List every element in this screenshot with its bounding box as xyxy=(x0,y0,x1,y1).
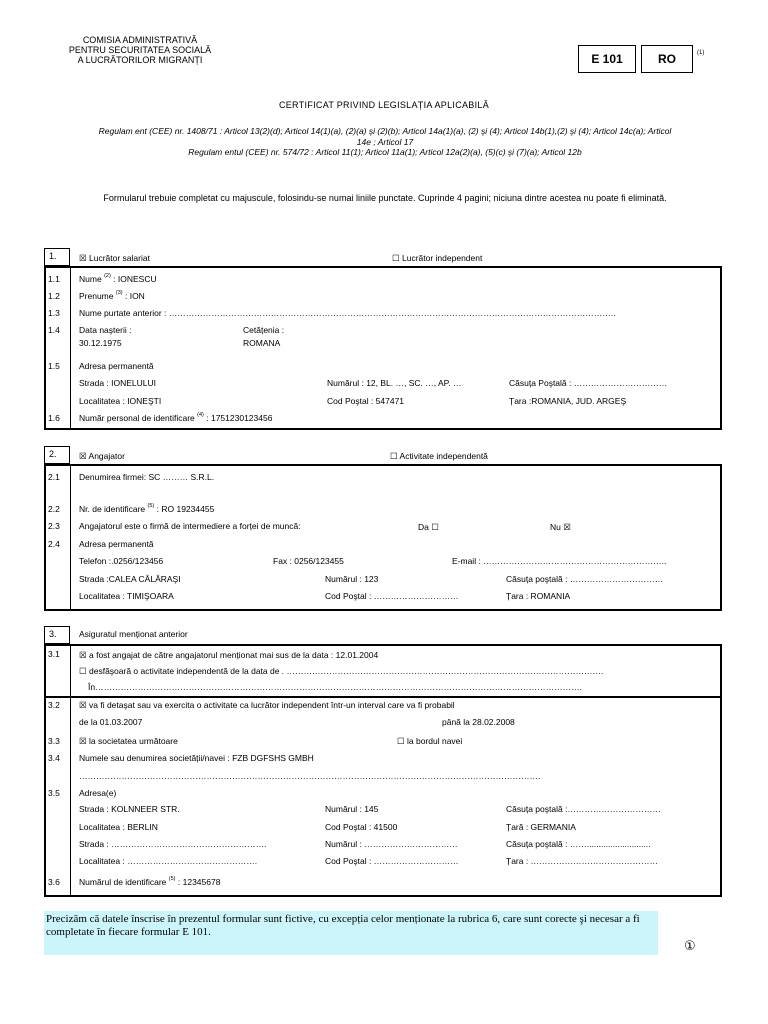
first-name-label: Prenume xyxy=(79,291,114,301)
row-3-1-number: 3.1 xyxy=(48,649,60,659)
section-3-1-divider xyxy=(70,644,71,696)
checkbox-empty-icon: ☐ xyxy=(392,253,400,263)
option-employee-label: Lucrător salariat xyxy=(89,253,150,263)
institution-line-2: PENTRU SECURITATEA SOCIALĂ xyxy=(68,45,212,55)
employer-id-row xyxy=(79,504,214,514)
row-2-1-number: 2.1 xyxy=(48,472,60,482)
employer-postal-code-field[interactable]: Cod Poştal : ………………………… xyxy=(325,591,459,601)
employed-since-text: a fost angajat de către angajatorul menționat mai sus de la data : 12.01.2004 xyxy=(89,650,379,660)
section-3-rest-box xyxy=(44,696,722,897)
row-1-5-number: 1.5 xyxy=(48,361,60,371)
checkbox-checked-icon: ☒ xyxy=(79,451,87,461)
section-3-rest-divider xyxy=(70,696,71,895)
surname-value[interactable]: : IONESCU xyxy=(113,274,157,284)
posting-to-field[interactable]: până la 28.02.2008 xyxy=(442,717,515,727)
section-2-number: 2. xyxy=(49,449,57,459)
row-1-3-number: 1.3 xyxy=(48,308,60,318)
host-country-1[interactable]: Țară : GERMANIA xyxy=(506,822,576,832)
row-3-2-number: 3.2 xyxy=(48,700,60,710)
employer-id-note: (5) xyxy=(147,503,155,509)
host-locality-1[interactable]: Localitatea : BERLIN xyxy=(79,822,158,832)
checkbox-empty-icon: ☐ xyxy=(431,522,439,532)
country-code: RO xyxy=(658,52,676,66)
section-3-number: 3. xyxy=(49,629,57,639)
in-place-field[interactable]: În………………………………………………………………………………………………………………………………………………………. xyxy=(88,682,582,692)
section-1-option-employee[interactable] xyxy=(79,253,150,264)
nationality-value[interactable]: ROMANA xyxy=(243,338,281,348)
locality-field[interactable]: Localitatea : IONEŞTI xyxy=(79,396,162,406)
option-employer-label: Angajator xyxy=(88,451,125,461)
po-box-field[interactable]: Căsuța Poştală : …………………………… xyxy=(509,378,668,388)
self-employed-since-text: desfăşoară o activitate independentă de la data de . …………………………………………………………………………………………………. xyxy=(89,666,604,676)
agency-question-label: Angajatorul este o firmă de intermediere a forței de muncă: xyxy=(79,521,301,531)
section-2-box xyxy=(44,464,722,611)
checkbox-empty-icon: ☐ xyxy=(397,736,405,746)
section-2-option-self-activity[interactable] xyxy=(390,451,488,462)
phone-field[interactable]: Telefon :.0256/123456 xyxy=(79,556,164,566)
employer-street-field[interactable]: Strada :CALEA CĂLĂRAŞI xyxy=(79,574,181,584)
section-3-number-cell xyxy=(44,626,70,644)
street-field[interactable]: Strada : IONELULUI xyxy=(79,378,157,388)
institution-name xyxy=(40,35,240,65)
permanent-address-label: Adresa permanentă xyxy=(79,361,154,371)
company-name-label: Denumirea firmei: xyxy=(79,472,147,482)
institution-line-3: A LUCRĂTORILOR MIGRANȚI xyxy=(77,55,203,65)
host-number-1[interactable]: Numărul : 145 xyxy=(325,804,379,814)
host-number-2[interactable]: Numărul : …………………………… xyxy=(325,839,458,849)
employer-id-label: Nr. de identificare xyxy=(79,504,146,514)
aboard-ship-option[interactable] xyxy=(397,736,462,747)
disclaimer-note: Precizăm că datele înscrise în prezentul formular sunt fictive, cu excepția celor menționate la rubrica 6, care sunt corecte şi necesar a fi completate în fiecare formular E 101. xyxy=(44,911,658,955)
row-2-4-number: 2.4 xyxy=(48,539,60,549)
form-code: E 101 xyxy=(591,52,623,66)
row-2-2-number: 2.2 xyxy=(48,504,60,514)
employer-country-field[interactable]: Țara : ROMANIA xyxy=(506,591,571,601)
note-marker: (1) xyxy=(697,50,705,56)
company-name-row xyxy=(79,472,214,482)
checkbox-checked-icon: ☒ xyxy=(79,253,87,263)
posting-text: va fi detaşat sau va exercita o activitate ca lucrător independent într-un interval care va fi probabil xyxy=(89,700,455,710)
regulation-line-3: Regulam entul (CEE) nr. 574/72 : Articol 11(1); Articol 11a(1); Articol 12a(2)(a), (5)(c) şi (7)(a); Articol 12b xyxy=(188,147,582,157)
host-postal-2[interactable]: Cod Poştal : ………………………… xyxy=(325,856,459,866)
employer-id-value[interactable]: : RO 19234455 xyxy=(156,504,215,514)
row-1-2-number: 1.2 xyxy=(48,291,60,301)
agency-yes-option[interactable] xyxy=(418,522,439,533)
fax-field[interactable]: Fax : 0256/123455 xyxy=(273,556,344,566)
number-field[interactable]: Numărul : 12, BL. …, SC. …, AP. … xyxy=(327,378,462,388)
checkbox-empty-icon: ☐ xyxy=(390,451,398,461)
regulation-line-1: Regulam ent (CEE) nr. 1408/71 : Articol 13(2)(d); Articol 14(1)(a), (2)(a) şi (2)(b); Articol 14a(1)(a), (2) şi (4); Articol 14b(1),(2) şi (4); Articol 14c(a); Articol xyxy=(98,126,672,136)
row-1-6-number: 1.6 xyxy=(48,413,60,423)
personal-id-value[interactable]: : 1751230123456 xyxy=(206,413,273,423)
aboard-ship-text: la bordul navei xyxy=(407,736,463,746)
host-id-row xyxy=(79,877,220,887)
host-id-label: Numărul de identificare xyxy=(79,877,167,887)
employed-since-option[interactable] xyxy=(79,650,378,661)
section-1-option-self-employed[interactable] xyxy=(392,253,482,264)
intro-text: Formularul trebuie completat cu majuscule, folosindu-se numai liniile punctate. Cuprinde 4 pagini; niciuna dintre acestea nu poate fi eliminată. xyxy=(103,193,667,203)
yes-label: Da xyxy=(418,522,429,532)
country-field[interactable]: Țara :ROMANIA, JUD. ARGEŞ xyxy=(509,396,627,406)
surname-row xyxy=(79,274,157,284)
host-street-2[interactable]: Strada : ………………………………………………. xyxy=(79,839,267,849)
nationality-label: Cetățenia : xyxy=(243,325,285,335)
birth-date-value[interactable]: 30.12.1975 xyxy=(79,338,122,348)
surname-label: Nume xyxy=(79,274,102,284)
employer-number-field[interactable]: Numărul : 123 xyxy=(325,574,379,584)
first-name-value[interactable]: : ION xyxy=(124,291,145,301)
employer-po-box-field[interactable]: Căsuța poştală : …………………………… xyxy=(506,574,664,584)
row-3-6-number: 3.6 xyxy=(48,877,60,887)
section-3-title: Asiguratul menționat anterior xyxy=(79,629,188,639)
personal-id-note: (4) xyxy=(197,412,204,418)
agency-no-option[interactable] xyxy=(550,522,571,533)
country-code-box xyxy=(641,45,693,73)
host-address-label: Adresa(e) xyxy=(79,788,117,798)
previous-names-value[interactable]: ………………………………………………………………………………………………………………………………………….. xyxy=(168,308,616,318)
section-2-number-cell xyxy=(44,446,70,464)
form-code-box xyxy=(578,45,636,73)
personal-id-row xyxy=(79,413,272,423)
host-postal-1[interactable]: Cod Poştal : 41500 xyxy=(325,822,398,832)
at-company-text: la societatea următoare xyxy=(89,736,178,746)
checkbox-checked-icon: ☒ xyxy=(563,522,571,532)
host-street-1[interactable]: Strada : KOLNNEER STR. xyxy=(79,804,180,814)
host-company-field[interactable]: Numele sau denumirea societății/navei : FZB DGFSHS GMBH xyxy=(79,753,314,763)
at-company-option[interactable] xyxy=(79,736,178,747)
row-3-4-number: 3.4 xyxy=(48,753,60,763)
employer-address-label: Adresa permanentă xyxy=(79,539,154,549)
personal-id-label: Număr personal de identificare xyxy=(79,413,195,423)
previous-names-row xyxy=(79,308,616,318)
birth-date-label: Data naşterii : xyxy=(79,325,132,335)
row-3-3-number: 3.3 xyxy=(48,736,60,746)
host-po-box-1[interactable]: Căsuța poştală :…………………………… xyxy=(506,804,661,814)
row-2-3-number: 2.3 xyxy=(48,521,60,531)
row-1-4-number: 1.4 xyxy=(48,325,60,335)
option-self-employed-label: Lucrător independent xyxy=(402,253,483,263)
institution-line-1: COMISIA ADMINISTRATIVĂ xyxy=(82,35,198,45)
checkbox-empty-icon: ☐ xyxy=(79,666,87,676)
host-company-dots[interactable]: ………………………………………………………………………………………………………………………………………………. xyxy=(79,771,541,781)
section-1-number: 1. xyxy=(49,251,57,261)
page-marker: ① xyxy=(684,939,696,954)
posting-option[interactable] xyxy=(79,700,455,711)
self-employed-since-option[interactable] xyxy=(79,666,603,677)
host-po-box-2[interactable]: Căsuța poştală : ……........................... xyxy=(506,839,651,849)
section-2-option-employer[interactable] xyxy=(79,451,125,462)
email-field[interactable]: E-mail : ……………………………………………………….. xyxy=(452,556,667,566)
previous-names-label: Nume purtate anterior : xyxy=(79,308,167,318)
host-id-note: (5) xyxy=(168,876,176,882)
posting-from-field[interactable]: de la 01.03.2007 xyxy=(79,717,143,727)
surname-note: (2) xyxy=(104,273,111,279)
page-title: CERTIFICAT PRIVIND LEGISLAȚIA APLICABILĂ xyxy=(278,100,490,110)
section-2-divider xyxy=(70,464,71,609)
postal-code-field[interactable]: Cod Poştal : 547471 xyxy=(327,396,405,406)
row-3-5-number: 3.5 xyxy=(48,788,60,798)
option-self-activity-label: Activitate independentă xyxy=(399,451,488,461)
company-name-value[interactable]: SC ……… S.R.L. xyxy=(148,472,215,482)
employer-locality-field[interactable]: Localitatea : TIMIŞOARA xyxy=(79,591,174,601)
row-1-1-number: 1.1 xyxy=(48,274,60,284)
host-locality-2[interactable]: Localitatea : ………………………………………. xyxy=(79,856,258,866)
checkbox-checked-icon: ☒ xyxy=(79,736,87,746)
no-label: Nu xyxy=(550,522,561,532)
checkbox-checked-icon: ☒ xyxy=(79,700,87,710)
host-country-2[interactable]: Țara : ……………………………………… xyxy=(506,856,659,866)
regulation-line-2: 14e ; Articol 17 xyxy=(356,137,414,147)
checkbox-checked-icon: ☒ xyxy=(79,650,87,660)
section-1-number-cell xyxy=(44,248,70,266)
first-name-note: (3) xyxy=(115,290,123,296)
first-name-row xyxy=(79,291,145,301)
section-1-divider xyxy=(70,266,71,428)
host-id-value[interactable]: : 12345678 xyxy=(177,877,221,887)
